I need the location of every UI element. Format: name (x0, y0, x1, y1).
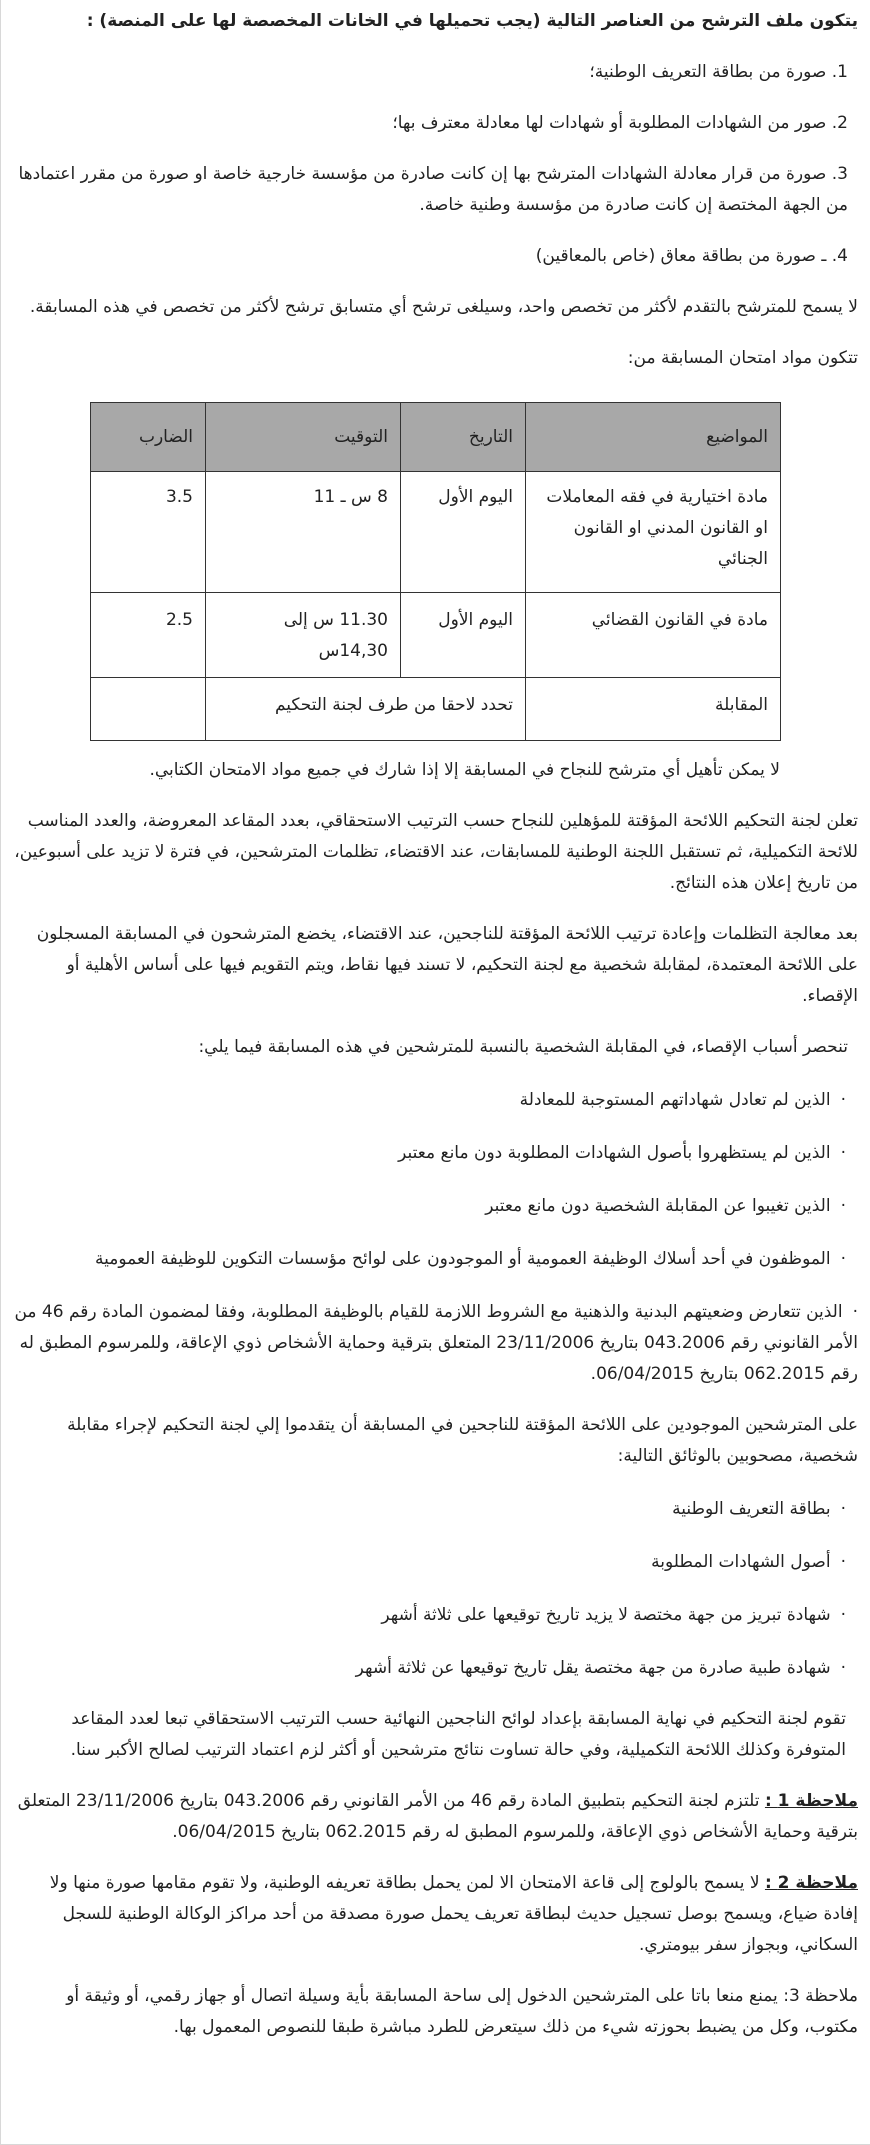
header-subjects: المواضيع (526, 403, 781, 472)
note-3-text: يمنع منعا باتا على المترشحين الدخول إلى ساحة المسابقة بأية وسيلة اتصال أو جهاز رقمي، أو وثيقة أو مكتوب، وكل من يضبط بحوزته شيء من ذلك سيتعرض للطرد مباشرة طبقا للنصوص المعمول بها. (66, 1986, 858, 2037)
file-item-4: 4. ـ صورة من بطاقة معاق (خاص بالمعاقين) (535, 246, 848, 266)
required-document-text: شهادة طبية صادرة من جهة مختصة يقل تاريخ توقيعها عن ثلاثة أشهر (355, 1658, 831, 1678)
cell-subject: المقابلة (526, 678, 781, 741)
note-1 (13, 1786, 858, 1848)
table-row (91, 472, 781, 593)
bullet-marker: · (840, 1090, 846, 1110)
cell-factor: 3.5 (91, 472, 206, 593)
note-2-text: لا يسمح بالولوج إلى قاعة الامتحان الا لمن يحمل بطاقة تعريفه الوطنية، ولا تقوم مقامها صورة منها ولا إفادة ضياع، ويسمح بوصل تسجيل حديث لبطاقة تعريف يحمل صورة مصدقة من أحد مراكز الوكالة الوطنية للسجل السكاني، وبجواز سفر بيومتري. (49, 1873, 858, 1955)
provisional-list-para: تعلن لجنة التحكيم اللائحة المؤقتة للمؤهلين للنجاح حسب الترتيب الاستحقاقي، بعدد المقاعد المعروضة، والعدد المناسب للائحة التكميلية، ثم تستقبل اللجنة الوطنية للمسابقات، عند الاقتضاء، تظلمات المترشحين، في فترة لا تزيد على أسبوعين، من تاريخ إعلان هذه النتائج. (14, 811, 858, 893)
bullet-marker: · (852, 1302, 858, 1322)
file-item-2: 2. صور من الشهادات المطلوبة أو شهادات لها معادلة معترف بها؛ (392, 113, 848, 133)
note-1-text: تلتزم لجنة التحكيم بتطبيق المادة رقم 46 من الأمر القانوني رقم 043.2006 بتاريخ 23/11/2006 المتعلق بترقية وحماية الأشخاص ذوي الإعاقة، وللمرسوم المطبق له رقم 062.2015 بتاريخ 06/04/2015. (17, 1791, 858, 1842)
cell-time: 8 س ـ 11 (206, 472, 401, 593)
interview-para: بعد معالجة التظلمات وإعادة ترتيب اللائحة المؤقتة للناجحين، عند الاقتضاء، يخضع المترشحون في المسابقة المسجلون على اللائحة المعتمدة، لمقابلة شخصية مع لجنة التحكيم، لا تسند فيها نقاط، ويتم التقويم فيها على أساس الأهلية أو الإقصاء. (36, 924, 858, 1006)
bullet-marker: · (840, 1249, 846, 1269)
documents-intro: على المترشحين الموجودين على اللائحة المؤقتة للناجحين في المسابقة أن يتقدموا إلي لجنة التحكيم لإجراء مقابلة شخصية، مصحوبين بالوثائق التالية: (67, 1415, 858, 1466)
table-row (91, 593, 781, 678)
exclusion-reason-1 (13, 1085, 858, 1116)
file-item-3: 3. صورة من قرار معادلة الشهادات المترشح بها إن كانت صادرة من مؤسسة خارجية خاصة او صورة من مقرر اعتمادها من الجهة المختصة إن كانت صادرة من مؤسسة وطنية خاصة. (18, 164, 848, 215)
exclusion-reason-4 (13, 1244, 858, 1275)
bullet-marker: · (840, 1552, 846, 1572)
exclusion-reason-text: الذين لم يستظهروا بأصول الشهادات المطلوبة دون مانع معتبر (398, 1143, 831, 1163)
file-item-1: 1. صورة من بطاقة التعريف الوطنية؛ (589, 62, 848, 82)
required-document-4 (13, 1653, 858, 1684)
exclusion-reason-2 (13, 1138, 858, 1169)
header-date: التاريخ (401, 403, 526, 472)
header-factor: الضارب (91, 403, 206, 472)
bullet-marker: · (840, 1196, 846, 1216)
note-1-label: ملاحظة 1 : (764, 1791, 858, 1811)
note-3 (13, 1981, 858, 2043)
exclusion-intro: تنحصر أسباب الإقصاء، في المقابلة الشخصية بالنسبة للمترشحين في هذه المسابقة فيما يلي: (198, 1037, 848, 1057)
exam-table-header-row (91, 403, 781, 472)
exclusion-reason-3 (13, 1191, 858, 1222)
cell-date: اليوم الأول (401, 472, 526, 593)
cell-time: 11.30 س إلى 14,30س (206, 593, 401, 678)
cell-date: اليوم الأول (401, 593, 526, 678)
required-document-text: أصول الشهادات المطلوبة (651, 1552, 831, 1572)
bullet-marker: · (840, 1658, 846, 1678)
bullet-marker: · (840, 1499, 846, 1519)
required-document-text: شهادة تبريز من جهة مختصة لا يزيد تاريخ توقيعها على ثلاثة أشهر (381, 1605, 831, 1625)
cell-subject: مادة اختيارية في فقه المعاملات او القانون المدني او القانون الجنائي (526, 472, 781, 593)
bullet-marker: · (840, 1143, 846, 1163)
qualification-note: لا يمكن تأهيل أي مترشح للنجاح في المسابقة إلا إذا شارك في جميع مواد الامتحان الكتابي. (149, 760, 780, 780)
subjects-intro: تتكون مواد امتحان المسابقة من: (627, 348, 858, 368)
required-document-1 (13, 1494, 858, 1525)
exclusion-reason-text: الموظفون في أحد أسلاك الوظيفة العمومية أو الموجودون على لوائح مؤسسات التكوين للوظيفة العمومية (95, 1249, 831, 1269)
exclusion-reason-text: الذين تغيبوا عن المقابلة الشخصية دون مانع معتبر (485, 1196, 831, 1216)
exclusion-reason-text: الذين لم تعادل شهاداتهم المستوجبة للمعادلة (519, 1090, 831, 1110)
cell-merged-schedule: تحدد لاحقا من طرف لجنة التحكيم (206, 678, 526, 741)
note-2 (13, 1868, 858, 1961)
cell-subject: مادة في القانون القضائي (526, 593, 781, 678)
table-row (91, 678, 781, 741)
note-2-label: ملاحظة 2 : (764, 1873, 858, 1893)
exam-table-wrapper (13, 402, 858, 741)
exam-table (90, 402, 781, 741)
file-heading: يتكون ملف الترشح من العناصر التالية (يجب تحميلها في الخانات المخصصة لها على المنصة) : (86, 11, 858, 31)
final-list-para: تقوم لجنة التحكيم في نهاية المسابقة بإعداد لوائح الناجحين النهائية حسب الترتيب الاستحقاقي تبعا لعدد المقاعد المتوفرة وكذلك اللائحة التكميلية، وفي حالة تساوت نتائج مترشحين أو أكثر لزم اعتماد الترتيب لصالح الأكبر سنا. (70, 1709, 846, 1760)
cell-factor: 2.5 (91, 593, 206, 678)
single-specialty-note: لا يسمح للمترشح بالتقدم لأكثر من تخصص واحد، وسيلغى ترشح أي متسابق ترشح لأكثر من تخصص في هذه المسابقة. (29, 297, 858, 317)
cell-factor-empty (91, 678, 206, 741)
note-3-label: ملاحظة 3: (783, 1986, 858, 2006)
required-document-2 (13, 1547, 858, 1578)
required-document-text: بطاقة التعريف الوطنية (672, 1499, 831, 1519)
required-document-3 (13, 1600, 858, 1631)
header-time: التوقيت (206, 403, 401, 472)
exclusion-reason-5 (13, 1297, 858, 1390)
exclusion-reason-text: الذين تتعارض وضعيتهم البدنية والذهنية مع الشروط اللازمة للقيام بالوظيفة المطلوبة، وفقا لمضمون المادة رقم 46 من الأمر القانوني رقم 043.2006 بتاريخ 23/11/2006 المتعلق بترقية وحماية الأشخاص ذوي الإعاقة، وللمرسوم المطبق له رقم 062.2015 بتاريخ 06/04/2015. (14, 1302, 858, 1384)
bullet-marker: · (840, 1605, 846, 1625)
